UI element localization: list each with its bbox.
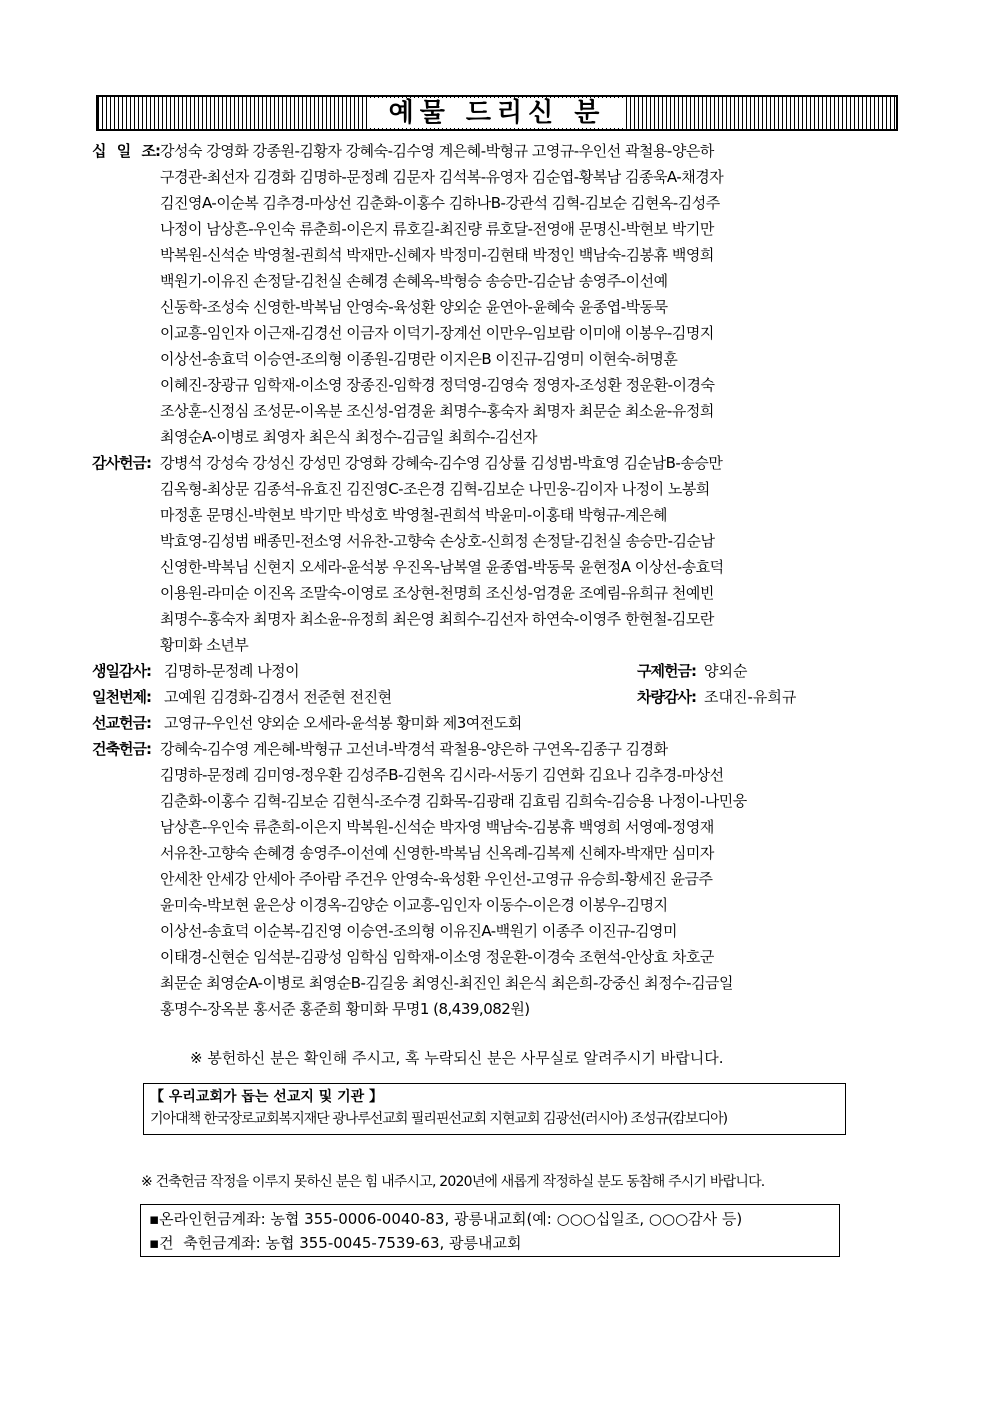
- bank-accounts-box: [140, 1204, 840, 1257]
- name-line: 김춘화-이홍수 김혁-김보순 김현식-조수경 김화목-김광래 김효림 김희숙-김승용 나정이-나민웅: [160, 792, 747, 810]
- building-label: 건축헌금:: [92, 740, 151, 758]
- birthday-relief-row: [92, 658, 902, 684]
- name-line: 신동학-조성숙 신영한-박복님 안영숙-육성환 양외순 윤연아-윤혜숙 윤종엽-박동묵: [160, 298, 668, 316]
- tithe-section: [92, 138, 902, 450]
- page-title: 예물 드리신 분: [369, 98, 626, 128]
- name-line: 김옥형-최상문 김종석-유효진 김진영C-조은경 김혁-김보순 나민웅-김이자 나정이 노봉희: [160, 480, 710, 498]
- name-line: 조상훈-신정심 조성문-이옥분 조신성-엄경윤 최명수-홍숙자 최명자 최문순 최소윤-유정희: [160, 402, 714, 420]
- building-fund-account: ▪건 축헌금계좌: 농협 355-0045-7539-63, 광릉내교회: [149, 1234, 522, 1252]
- burnt-offering-vehicle-row: [92, 684, 902, 710]
- name-line: 남상흔-우인숙 류춘희-이은지 박복원-신석순 박자영 백남숙-김봉휴 백영희 서영예-정영재: [160, 818, 714, 836]
- relief-names: 양외순: [704, 662, 748, 680]
- tithe-label: 십 일 조:: [92, 142, 160, 160]
- vehicle-names: 조대진-유희규: [704, 688, 797, 706]
- name-line: 강혜숙-김수영 계은혜-박형규 고선녀-박경석 곽철용-양은하 구연옥-김종구 김경화: [160, 740, 668, 758]
- name-line: 서유찬-고향숙 손혜경 송영주-이선예 신영한-박복님 신옥례-김복제 신혜자-박재만 심미자: [160, 844, 714, 862]
- name-line: 박효영-김성범 배종민-전소영 서유찬-고향숙 손상호-신희정 손정달-김천실 송승만-김순남: [160, 532, 715, 550]
- thanks-label: 감사헌금:: [92, 454, 151, 472]
- name-line: 나정이 남상흔-우인숙 류춘희-이은지 류호길-최진량 류호달-전영애 문명신-박현보 박기만: [160, 220, 714, 238]
- tithe-names: [160, 138, 902, 450]
- name-line: 김진영A-이순복 김추경-마상선 김춘화-이홍수 김하나B-강관석 김혁-김보순 김현옥-김성주: [160, 194, 720, 212]
- mission-support-box: [143, 1083, 846, 1135]
- burnt-offering-names: 고예원 김경화-김경서 전준현 전진현: [164, 688, 392, 706]
- online-offering-account: ▪온라인헌금계좌: 농협 355-0006-0040-83, 광릉내교회(예: ○○○십일조, ○○○감사 등): [149, 1210, 743, 1228]
- name-line: 이태경-신현순 임석분-김광성 임학심 임학재-이소영 정운환-이경숙 조현석-안상효 차호군: [160, 948, 714, 966]
- name-line: 홍명수-장옥분 홍서준 홍준희 황미화 무명1 (8,439,082원): [160, 1000, 530, 1018]
- mission-support-title: 【 우리교회가 돕는 선교지 및 기관 】: [150, 1089, 384, 1105]
- name-line: 강성숙 강영화 강종원-김황자 강혜숙-김수영 계은혜-박형규 고영규-우인선 곽철용-양은하: [160, 142, 714, 160]
- name-line: 구경관-최선자 김경화 김명하-문정례 김문자 김석복-유영자 김순엽-황복남 김종욱A-채경자: [160, 168, 724, 186]
- name-line: 마정훈 문명신-박현보 박기만 박성호 박영철-권희석 박윤미-이홍태 박형규-계은혜: [160, 506, 667, 524]
- name-line: 이상선-송효덕 이승연-조의형 이종원-김명란 이지은B 이진규-김영미 이현숙-허명훈: [160, 350, 678, 368]
- name-line: 이용원-라미순 이진옥 조말숙-이영로 조상현-천명희 조신성-엄경윤 조예림-유희규 천예빈: [160, 584, 714, 602]
- mission-offering-row: [92, 710, 902, 736]
- name-line: 강병석 강성숙 강성신 강성민 강영화 강혜숙-김수영 김상률 김성범-박효영 김순남B-송승만: [160, 454, 723, 472]
- thanks-names: [160, 450, 902, 658]
- building-section: [92, 736, 902, 1022]
- name-line: 이교흥-임인자 이근재-김경선 이금자 이덕기-장계선 이만우-임보람 이미애 이봉우-김명지: [160, 324, 714, 342]
- name-line: 이상선-송효덕 이순복-김진영 이승연-조의형 이유진A-백원기 이종주 이진규-김영미: [160, 922, 678, 940]
- name-line: 박복원-신석순 박영철-권희석 박재만-신혜자 박정미-김현태 박정인 백남숙-김봉휴 백영희: [160, 246, 714, 264]
- burnt-offering-label: 일천번제:: [92, 688, 151, 706]
- name-line: 황미화 소년부: [160, 636, 249, 654]
- thanks-section: [92, 450, 902, 658]
- vehicle-label: 차량감사:: [637, 688, 696, 706]
- name-line: 김명하-문정례 김미영-정우환 김성주B-김현옥 김시라-서동기 김연화 김요나 김추경-마상선: [160, 766, 724, 784]
- name-line: 이혜진-장광규 임학재-이소영 장종진-임학경 정덕영-김영숙 정영자-조성환 정운환-이경숙: [160, 376, 715, 394]
- birthday-names: 김명하-문정례 나정이: [164, 662, 300, 680]
- building-fund-block: [92, 736, 902, 1022]
- title-banner: [96, 95, 898, 131]
- name-line: 최문순 최영순A-이병로 최영순B-김길웅 최영신-최진인 최은식 최은희-강중신 최정수-김금일: [160, 974, 734, 992]
- name-line: 최영순A-이병로 최영자 최은식 최정수-김금일 최희수-김선자: [160, 428, 538, 446]
- relief-label: 구제헌금:: [637, 662, 696, 680]
- offering-sections: [92, 138, 902, 658]
- name-line: 백원기-이유진 손정달-김천실 손혜경 손혜옥-박형승 송승만-김순남 송영주-이선예: [160, 272, 668, 290]
- birthday-label: 생일감사:: [92, 662, 151, 680]
- name-line: 윤미숙-박보현 윤은상 이경옥-김양순 이교흥-임인자 이동수-이은경 이봉우-김명지: [160, 896, 668, 914]
- mission-support-list: 기아대책 한국장로교회복지재단 광나루선교회 필리핀선교회 지현교회 김광선(러시아) 조성규(캄보디아): [150, 1111, 728, 1127]
- building-names: [160, 736, 902, 1022]
- confirmation-notice: ※ 봉헌하신 분은 확인해 주시고, 혹 누락되신 분은 사무실로 알려주시기 바랍니다.: [190, 1049, 724, 1067]
- name-line: 최명수-홍숙자 최명자 최소윤-유정희 최은영 최희수-김선자 하연숙-이영주 한현철-김모란: [160, 610, 714, 628]
- building-pledge-notice: ※ 건축헌금 작정을 이루지 못하신 분은 힘 내주시고, 2020년에 새롭게 작정하실 분도 동참해 주시기 바랍니다.: [141, 1174, 765, 1190]
- mission-offering-label: 선교헌금:: [92, 714, 151, 732]
- name-line: 신영한-박복님 신현지 오세라-윤석봉 우진옥-남복열 윤종엽-박동묵 윤현정A 이상선-송효덕: [160, 558, 724, 576]
- mission-offering-names: 고영규-우인선 양외순 오세라-윤석봉 황미화 제3여전도회: [164, 714, 522, 732]
- name-line: 안세찬 안세강 안세아 주아람 주건우 안영숙-육성환 우인선-고영규 유승희-황세진 윤금주: [160, 870, 713, 888]
